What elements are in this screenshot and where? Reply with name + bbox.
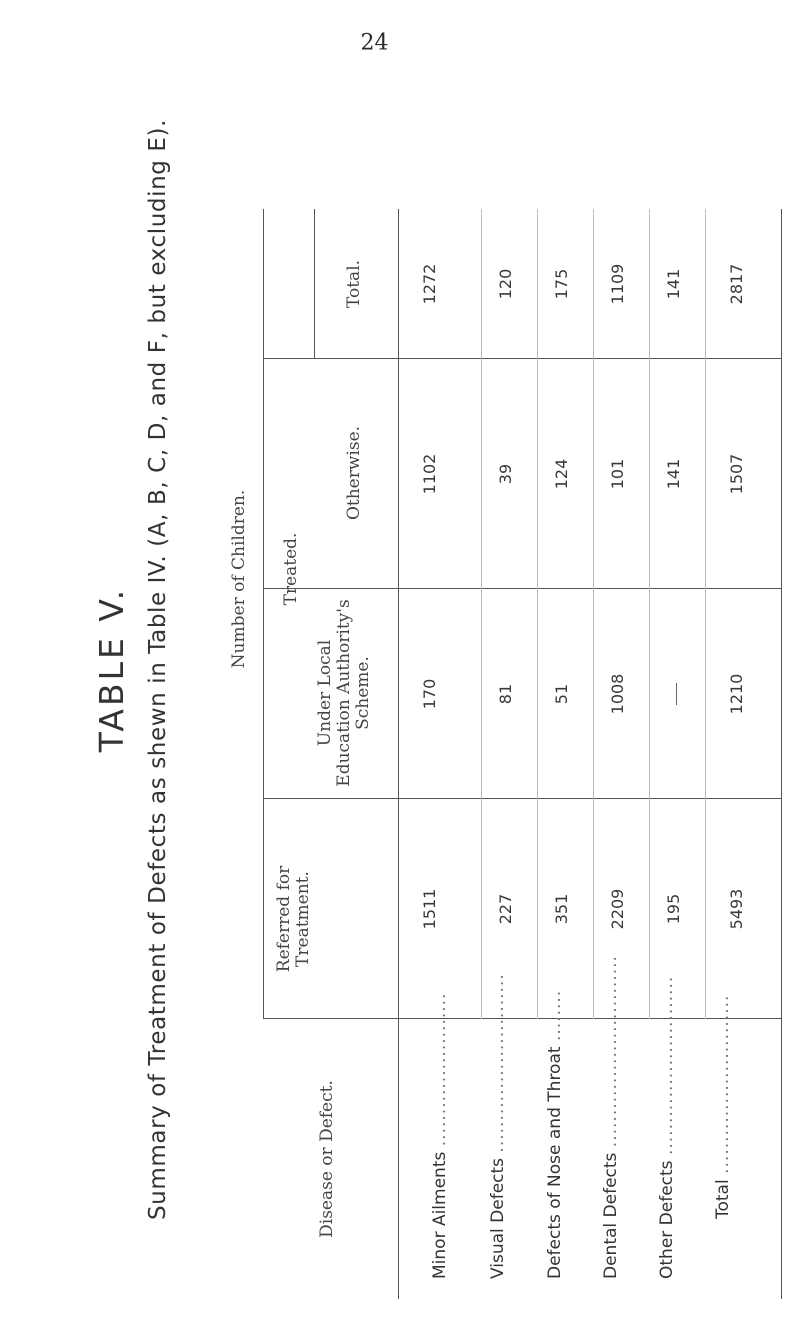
header-otherwise: Otherwise. — [344, 425, 364, 521]
row-label-other-defects: Other Defects ............................ — [657, 975, 677, 1279]
cell-total-nose: 175 — [552, 268, 571, 300]
header-number-of-children: Number of Children. — [229, 489, 249, 669]
cell-otherwise-minor: 1102 — [420, 453, 439, 495]
row-label-visual-defects: Visual Defects ............................ — [488, 973, 508, 1279]
row-label-total: Total ............................ — [713, 994, 733, 1219]
header-disease: Disease or Defect. — [317, 1080, 337, 1238]
cell-lea-total: 1210 — [727, 673, 746, 715]
cell-referred-visual: 227 — [496, 893, 515, 925]
header-bottom-line — [398, 209, 399, 1299]
row-line-4 — [649, 209, 650, 1019]
header-total: Total. — [344, 259, 364, 309]
cell-otherwise-visual: 39 — [496, 463, 515, 485]
col-line-otherwise — [263, 588, 781, 589]
cell-lea-visual: 81 — [496, 683, 515, 705]
row-line-1 — [481, 209, 482, 1019]
header-treated: Treated. — [281, 532, 301, 606]
cell-lea-minor: 170 — [420, 678, 439, 710]
table-bottom-line — [781, 209, 782, 1299]
header-referred: Referred for Treatment. — [274, 865, 313, 973]
row-line-2 — [537, 209, 538, 1019]
row-line-5 — [705, 209, 706, 1019]
cell-lea-other-dash — [676, 683, 677, 705]
cell-referred-minor: 1511 — [420, 888, 439, 930]
treated-group-line — [314, 209, 315, 359]
page-number: 24 — [360, 30, 389, 56]
cell-referred-nose: 351 — [552, 893, 571, 925]
cell-lea-nose: 51 — [552, 683, 571, 705]
cell-total-other: 141 — [664, 268, 683, 300]
table-subtitle: Summary of Treatment of Defects as shewn in Table IV. (A, B, C, D, and F, but excluding E). — [145, 119, 171, 1221]
col-line-lea — [263, 798, 781, 799]
cell-total-minor: 1272 — [420, 263, 439, 305]
row-label-nose-throat: Defects of Nose and Throat ........ — [545, 989, 565, 1279]
cell-otherwise-dental: 101 — [608, 458, 627, 490]
col-line-total — [263, 358, 781, 359]
row-label-minor-ailments: Minor Ailments ........................ — [430, 992, 450, 1279]
col-line-referred — [263, 1018, 781, 1019]
cell-referred-total: 5493 — [727, 888, 746, 930]
header-under-lea: Under Local Education Authority's Scheme. — [315, 599, 373, 787]
cell-lea-dental: 1008 — [608, 673, 627, 715]
cell-total-dental: 1109 — [608, 263, 627, 305]
row-label-dental-defects: Dental Defects .............................. — [601, 955, 621, 1279]
cell-otherwise-nose: 124 — [552, 458, 571, 490]
cell-referred-dental: 2209 — [608, 888, 627, 930]
cell-referred-other: 195 — [664, 893, 683, 925]
row-line-3 — [593, 209, 594, 1019]
cell-otherwise-other: 141 — [664, 458, 683, 490]
cell-total-total: 2817 — [727, 263, 746, 305]
cell-otherwise-total: 1507 — [727, 453, 746, 495]
children-group-line — [263, 209, 264, 1019]
table-title: TABLE V. — [92, 586, 131, 753]
cell-total-visual: 120 — [496, 268, 515, 300]
